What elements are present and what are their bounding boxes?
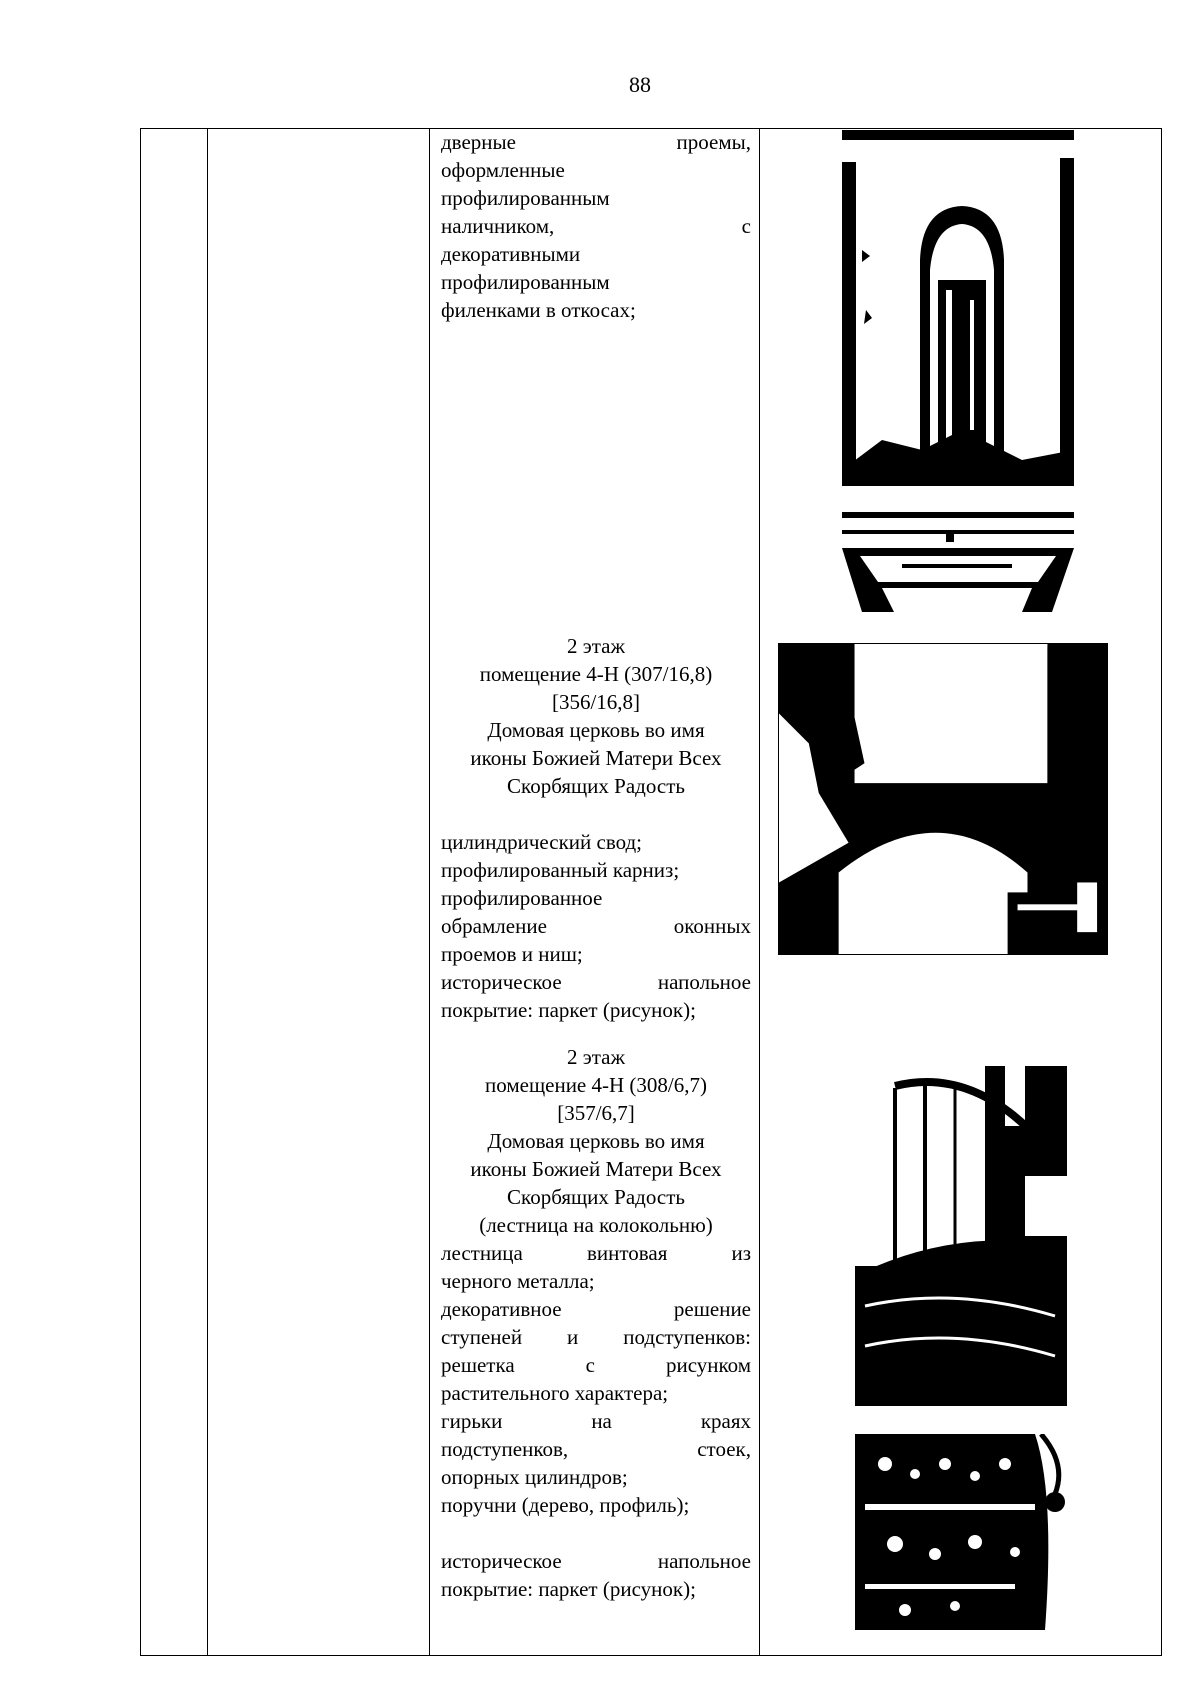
- heading-line: помещение 4-Н (308/6,7): [485, 1073, 707, 1097]
- room-heading: [441, 632, 751, 800]
- column-divider-2: [429, 129, 430, 1655]
- text-line: историческое напольное: [441, 970, 751, 994]
- text-line: подступенков, стоек,: [441, 1437, 751, 1461]
- heading-line: Скорбящих Радость: [507, 774, 685, 798]
- heading-line: иконы Божией Матери Всех: [470, 746, 722, 770]
- text-line: покрытие: паркет (рисунок);: [441, 1577, 696, 1601]
- photo-ornamental-steps: [855, 1434, 1067, 1630]
- text-line: профилированное: [441, 886, 603, 910]
- text-line: растительного характера;: [441, 1381, 669, 1405]
- text-line: профилированным: [441, 270, 610, 294]
- description-block-church: [441, 632, 751, 1024]
- text-line: оформленные: [441, 158, 565, 182]
- text-line: наличником, с: [441, 214, 751, 238]
- heading-line: иконы Божией Матери Всех: [470, 1157, 722, 1181]
- photo-church-vault: [778, 643, 1108, 955]
- heading-line: (лестница на колокольню): [479, 1213, 713, 1237]
- photo-spiral-staircase: [855, 1066, 1067, 1406]
- photo-arched-doorway: [842, 130, 1074, 486]
- text-line: филенками в откосах;: [441, 298, 636, 322]
- column-divider-1: [207, 129, 208, 1655]
- text-line: поручни (дерево, профиль);: [441, 1493, 690, 1517]
- text-line: покрытие: паркет (рисунок);: [441, 998, 696, 1022]
- text-line: дверные проемы,: [441, 130, 751, 154]
- description-block-staircase: [441, 1043, 751, 1603]
- text-line: ступеней и подступенков:: [441, 1325, 751, 1349]
- text-line: обрамление оконных: [441, 914, 751, 938]
- heading-line: [356/16,8]: [551, 690, 641, 714]
- text-line: опорных цилиндров;: [441, 1465, 628, 1489]
- heading-line: Домовая церковь во имя: [487, 1129, 705, 1153]
- heading-line: Скорбящих Радость: [507, 1185, 685, 1209]
- text-line: лестница винтовая из: [441, 1241, 752, 1265]
- text-line: декоративными: [441, 242, 581, 266]
- heading-line: 2 этаж: [566, 634, 626, 658]
- text-line: цилиндрический свод;: [441, 830, 643, 854]
- text-line: декоративное решение: [441, 1297, 751, 1321]
- heading-line: Домовая церковь во имя: [487, 718, 705, 742]
- text-line: профилированный карниз;: [441, 858, 680, 882]
- photo-door-detail: [842, 512, 1074, 612]
- description-block-doors: [441, 128, 751, 324]
- text-line: историческое напольное: [441, 1549, 751, 1573]
- text-line: проемов и ниш;: [441, 942, 583, 966]
- heading-line: [357/6,7]: [557, 1101, 635, 1125]
- text-line: решетка с рисунком: [441, 1353, 752, 1377]
- page-number: 88: [629, 72, 651, 97]
- text-line: гирьки на краях: [441, 1409, 751, 1433]
- heading-line: 2 этаж: [566, 1045, 626, 1069]
- text-line: профилированным: [441, 186, 610, 210]
- heading-line: помещение 4-Н (307/16,8): [479, 662, 713, 686]
- column-divider-3: [759, 129, 760, 1655]
- room-heading: [441, 1043, 751, 1239]
- text-line: черного металла;: [441, 1269, 595, 1293]
